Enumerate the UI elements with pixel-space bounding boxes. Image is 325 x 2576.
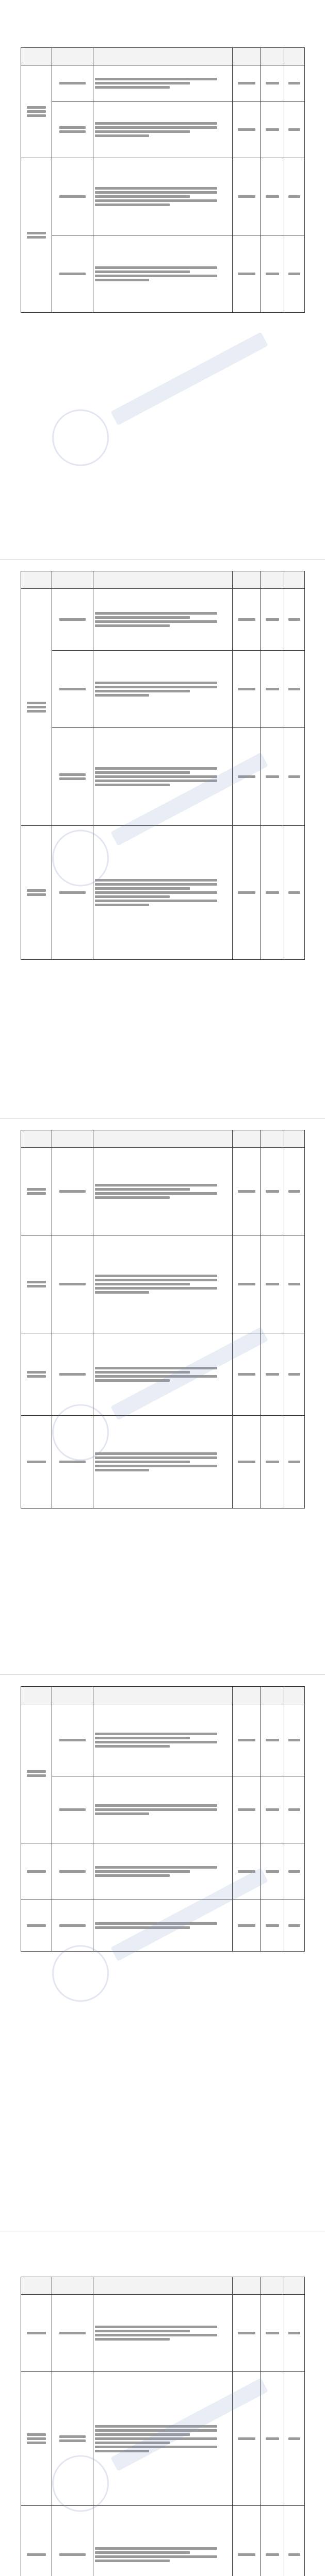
department-cell: [284, 65, 305, 101]
rule-cell: [93, 651, 233, 728]
rule-cell: [93, 1416, 233, 1509]
subcategory-cell: [52, 101, 93, 158]
department-cell: [284, 101, 305, 158]
table-row: [21, 1333, 305, 1416]
area-cell: [261, 101, 284, 158]
category-cell: [21, 2372, 52, 2506]
scope-cell: [233, 1333, 261, 1416]
scope-cell: [233, 1235, 261, 1333]
header-category: [21, 2277, 52, 2295]
category-cell: [21, 1900, 52, 1952]
category-cell: [21, 2506, 52, 2576]
table-row: [21, 101, 305, 158]
area-cell: [261, 235, 284, 313]
area-cell: [261, 2295, 284, 2372]
header-department: [284, 1130, 305, 1148]
department-cell: [284, 1416, 305, 1509]
category-cell: [21, 826, 52, 960]
scope-cell: [233, 2372, 261, 2506]
header-area: [261, 48, 284, 65]
watermark-seal-icon: [40, 308, 285, 480]
scope-cell: [233, 1843, 261, 1900]
department-cell: [284, 1148, 305, 1235]
catalog-table: [21, 47, 305, 313]
department-cell: [284, 2295, 305, 2372]
table-row: [21, 158, 305, 235]
page-number: [0, 2218, 325, 2226]
header-rule: [93, 48, 233, 65]
subcategory-cell: [52, 1843, 93, 1900]
category-cell: [21, 1416, 52, 1509]
page-number: [0, 546, 325, 553]
catalog-table: [21, 571, 305, 960]
table-row: [21, 2506, 305, 2576]
area-cell: [261, 1235, 284, 1333]
category-cell: [21, 1704, 52, 1843]
category-cell: [21, 158, 52, 313]
document-page: [0, 1118, 325, 1674]
subcategory-cell: [52, 2372, 93, 2506]
header-department: [284, 48, 305, 65]
catalog-table: [21, 1130, 305, 1509]
document-page: [0, 2231, 325, 2576]
document-heading: [0, 2244, 325, 2269]
header-subcategory: [52, 571, 93, 589]
rule-cell: [93, 2506, 233, 2576]
header-scope: [233, 571, 261, 589]
rule-cell: [93, 1704, 233, 1776]
rule-cell: [93, 1148, 233, 1235]
subcategory-cell: [52, 2506, 93, 2576]
scope-cell: [233, 2295, 261, 2372]
header-rule: [93, 2277, 233, 2295]
rule-cell: [93, 2372, 233, 2506]
header-subcategory: [52, 48, 93, 65]
table-row: [21, 826, 305, 960]
department-cell: [284, 1333, 305, 1416]
area-cell: [261, 65, 284, 101]
header-category: [21, 48, 52, 65]
scope-cell: [233, 1416, 261, 1509]
header-department: [284, 1687, 305, 1704]
subcategory-cell: [52, 589, 93, 651]
area-cell: [261, 1416, 284, 1509]
header-scope: [233, 1130, 261, 1148]
department-cell: [284, 2506, 305, 2576]
area-cell: [261, 158, 284, 235]
table-row: [21, 1416, 305, 1509]
subcategory-cell: [52, 1148, 93, 1235]
category-cell: [21, 1235, 52, 1333]
table-row: [21, 1235, 305, 1333]
subcategory-cell: [52, 1776, 93, 1843]
table-row: [21, 1843, 305, 1900]
subcategory-cell: [52, 1704, 93, 1776]
rule-cell: [93, 826, 233, 960]
document-title: [0, 14, 325, 29]
document-subtitle: [0, 2261, 325, 2269]
rule-cell: [93, 1843, 233, 1900]
subcategory-cell: [52, 651, 93, 728]
header-area: [261, 2277, 284, 2295]
scope-cell: [233, 651, 261, 728]
table-row: [21, 728, 305, 826]
category-cell: [21, 2295, 52, 2372]
area-cell: [261, 2506, 284, 2576]
scope-cell: [233, 1704, 261, 1776]
table-header-row: [21, 48, 305, 65]
rule-cell: [93, 728, 233, 826]
header-category: [21, 1130, 52, 1148]
document-heading: [0, 14, 325, 40]
page-number: [0, 1662, 325, 1669]
area-cell: [261, 589, 284, 651]
area-cell: [261, 1776, 284, 1843]
header-scope: [233, 2277, 261, 2295]
document-page: [0, 1674, 325, 2231]
department-cell: [284, 589, 305, 651]
table-row: [21, 1148, 305, 1235]
rule-cell: [93, 1776, 233, 1843]
category-cell: [21, 1148, 52, 1235]
category-cell: [21, 1333, 52, 1416]
area-cell: [261, 1704, 284, 1776]
department-cell: [284, 1900, 305, 1952]
table-row: [21, 235, 305, 313]
scope-cell: [233, 101, 261, 158]
subcategory-cell: [52, 1900, 93, 1952]
area-cell: [261, 1148, 284, 1235]
header-department: [284, 571, 305, 589]
table-row: [21, 2372, 305, 2506]
scope-cell: [233, 65, 261, 101]
area-cell: [261, 2372, 284, 2506]
department-cell: [284, 2372, 305, 2506]
department-cell: [284, 1704, 305, 1776]
table-row: [21, 1776, 305, 1843]
subcategory-cell: [52, 235, 93, 313]
table-row: [21, 65, 305, 101]
subcategory-cell: [52, 826, 93, 960]
header-category: [21, 1687, 52, 1704]
category-cell: [21, 65, 52, 158]
area-cell: [261, 826, 284, 960]
department-cell: [284, 1776, 305, 1843]
table-header-row: [21, 2277, 305, 2295]
header-scope: [233, 48, 261, 65]
scope-cell: [233, 826, 261, 960]
rule-cell: [93, 1235, 233, 1333]
department-cell: [284, 651, 305, 728]
subcategory-cell: [52, 728, 93, 826]
scope-cell: [233, 158, 261, 235]
area-cell: [261, 1900, 284, 1952]
rule-cell: [93, 589, 233, 651]
header-department: [284, 2277, 305, 2295]
header-rule: [93, 1687, 233, 1704]
subcategory-cell: [52, 1235, 93, 1333]
header-subcategory: [52, 1130, 93, 1148]
document-subtitle: [0, 32, 325, 40]
department-cell: [284, 158, 305, 235]
area-cell: [261, 1843, 284, 1900]
department-cell: [284, 728, 305, 826]
catalog-table: [21, 2277, 305, 2576]
area-cell: [261, 651, 284, 728]
department-cell: [284, 1235, 305, 1333]
scope-cell: [233, 235, 261, 313]
table-header-row: [21, 1130, 305, 1148]
category-cell: [21, 589, 52, 826]
scope-cell: [233, 728, 261, 826]
scope-cell: [233, 1900, 261, 1952]
subcategory-cell: [52, 65, 93, 101]
table-row: [21, 1704, 305, 1776]
header-area: [261, 1130, 284, 1148]
scope-cell: [233, 1776, 261, 1843]
department-cell: [284, 1843, 305, 1900]
rule-cell: [93, 235, 233, 313]
header-category: [21, 571, 52, 589]
category-cell: [21, 1843, 52, 1900]
table-row: [21, 2295, 305, 2372]
scope-cell: [233, 589, 261, 651]
rule-cell: [93, 158, 233, 235]
rule-cell: [93, 2295, 233, 2372]
rule-cell: [93, 1900, 233, 1952]
page-number: [0, 1106, 325, 1113]
area-cell: [261, 1333, 284, 1416]
scope-cell: [233, 2506, 261, 2576]
table-header-row: [21, 571, 305, 589]
department-cell: [284, 826, 305, 960]
table-row: [21, 1900, 305, 1952]
rule-cell: [93, 65, 233, 101]
header-rule: [93, 571, 233, 589]
table-header-row: [21, 1687, 305, 1704]
table-row: [21, 651, 305, 728]
rule-cell: [93, 1333, 233, 1416]
area-cell: [261, 728, 284, 826]
department-cell: [284, 235, 305, 313]
header-subcategory: [52, 2277, 93, 2295]
scope-cell: [233, 1148, 261, 1235]
subcategory-cell: [52, 1416, 93, 1509]
subcategory-cell: [52, 158, 93, 235]
document-page: [0, 0, 325, 559]
catalog-table: [21, 1686, 305, 1952]
table-row: [21, 589, 305, 651]
header-area: [261, 1687, 284, 1704]
header-area: [261, 571, 284, 589]
header-subcategory: [52, 1687, 93, 1704]
subcategory-cell: [52, 1333, 93, 1416]
rule-cell: [93, 101, 233, 158]
document-page: [0, 559, 325, 1118]
header-rule: [93, 1130, 233, 1148]
header-scope: [233, 1687, 261, 1704]
subcategory-cell: [52, 2295, 93, 2372]
document-title: [0, 2244, 325, 2258]
